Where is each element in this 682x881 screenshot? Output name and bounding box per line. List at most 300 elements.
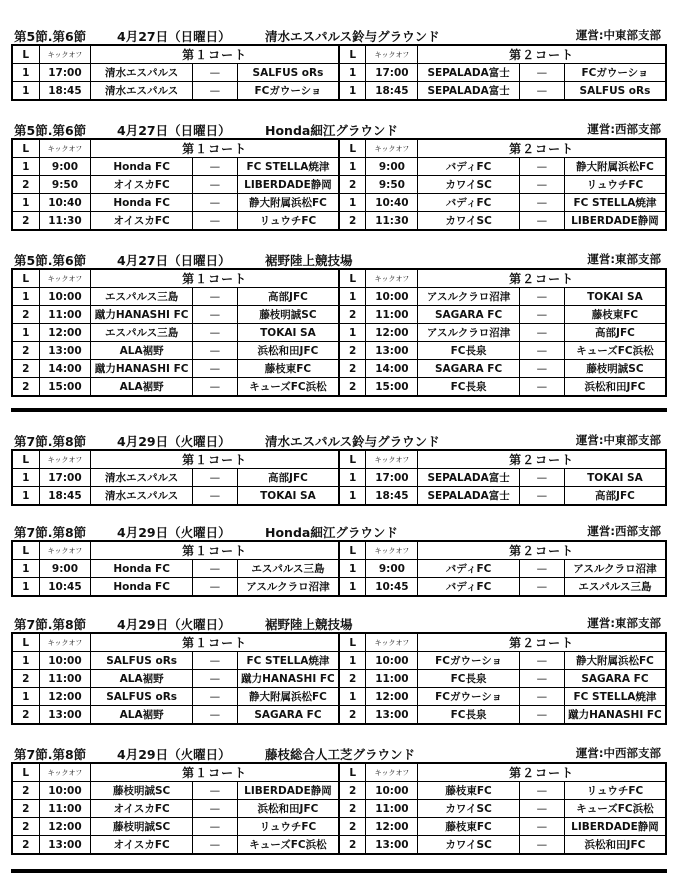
league-cell: 1 (12, 158, 39, 176)
league-cell: 2 (339, 360, 366, 378)
vs-dash: — (192, 560, 237, 578)
vs-dash: — (192, 176, 237, 194)
venue-name: 裾野陸上競技場 (265, 253, 353, 268)
league-cell: 1 (339, 560, 366, 578)
kickoff-header: キックオフ (366, 450, 418, 469)
organizer: 運営:東部支部 (587, 616, 661, 630)
kickoff-time: 12:00 (39, 688, 91, 706)
home-team: カワイSC (418, 800, 519, 818)
match-row (12, 836, 666, 855)
kickoff-time: 9:50 (39, 176, 91, 194)
l-header: L (339, 45, 366, 64)
away-team: LIBERDADE静岡 (237, 782, 338, 800)
organizer: 運営:中東部支部 (575, 433, 661, 447)
vs-dash: — (192, 324, 237, 342)
league-cell: 1 (12, 652, 39, 670)
home-team: カワイSC (418, 176, 519, 194)
home-team: バディFC (418, 560, 519, 578)
match-row (12, 324, 666, 342)
table-header-row (12, 139, 666, 158)
table-header-row (12, 633, 666, 652)
block-header (11, 742, 667, 762)
league-cell: 2 (339, 212, 366, 231)
vs-dash: — (192, 82, 237, 101)
table-header-row (12, 269, 666, 288)
kickoff-time: 10:00 (366, 782, 418, 800)
league-cell: 1 (12, 578, 39, 597)
round-label: 第7節.第8節 (14, 525, 87, 540)
kickoff-time: 12:00 (366, 324, 418, 342)
kickoff-time: 17:00 (39, 64, 91, 82)
home-team: 清水エスパルス (91, 487, 192, 506)
home-team: Honda FC (91, 560, 192, 578)
league-cell: 2 (339, 836, 366, 855)
home-team: 蹴力HANASHI FC (91, 306, 192, 324)
home-team: FCガウーショ (418, 688, 519, 706)
home-team: 藤枝明誠SC (91, 782, 192, 800)
schedule-table (11, 540, 667, 597)
home-team: エスパルス三島 (91, 324, 192, 342)
home-team: ALA裾野 (91, 378, 192, 397)
match-row (12, 782, 666, 800)
kickoff-time: 12:00 (366, 818, 418, 836)
league-cell: 1 (339, 158, 366, 176)
vs-dash: — (519, 670, 564, 688)
home-team: 藤枝東FC (418, 818, 519, 836)
league-cell: 1 (12, 560, 39, 578)
match-row (12, 176, 666, 194)
l-header: L (339, 763, 366, 782)
home-team: FC長泉 (418, 706, 519, 725)
kickoff-header: キックオフ (366, 45, 418, 64)
vs-dash: — (519, 64, 564, 82)
league-cell: 2 (339, 378, 366, 397)
kickoff-time: 10:40 (39, 194, 91, 212)
away-team: TOKAI SA (564, 469, 666, 487)
away-team: FC STELLA焼津 (564, 688, 666, 706)
home-team: Honda FC (91, 194, 192, 212)
kickoff-time: 18:45 (39, 82, 91, 101)
league-cell: 2 (12, 706, 39, 725)
schedule-table (11, 44, 667, 101)
league-cell: 1 (12, 469, 39, 487)
kickoff-time: 17:00 (366, 469, 418, 487)
l-header: L (339, 633, 366, 652)
away-team: SAGARA FC (564, 670, 666, 688)
vs-dash: — (519, 818, 564, 836)
vs-dash: — (519, 288, 564, 306)
section-divider (11, 408, 667, 412)
kickoff-header: キックオフ (39, 139, 91, 158)
away-team: アスルクラロ沼津 (237, 578, 338, 597)
vs-dash: — (192, 158, 237, 176)
court2-header: 第２コート (418, 541, 666, 560)
kickoff-time: 13:00 (366, 836, 418, 855)
organizer: 運営:西部支部 (587, 524, 661, 538)
l-header: L (339, 139, 366, 158)
league-cell: 2 (339, 342, 366, 360)
vs-dash: — (192, 306, 237, 324)
court2-header: 第２コート (418, 139, 666, 158)
away-team: キューズFC浜松 (564, 800, 666, 818)
vs-dash: — (519, 342, 564, 360)
table-header-row (12, 763, 666, 782)
away-team: FCガウーショ (237, 82, 338, 101)
league-cell: 2 (12, 212, 39, 231)
match-row (12, 306, 666, 324)
court1-header: 第１コート (91, 450, 339, 469)
schedule-block (11, 248, 667, 397)
home-team: FC長泉 (418, 342, 519, 360)
vs-dash: — (519, 560, 564, 578)
league-cell: 1 (339, 469, 366, 487)
home-team: ALA裾野 (91, 706, 192, 725)
block-header (11, 612, 667, 632)
away-team: 藤枝明誠SC (564, 360, 666, 378)
kickoff-time: 18:45 (366, 82, 418, 101)
home-team: オイスカFC (91, 836, 192, 855)
away-team: LIBERDADE静岡 (237, 176, 338, 194)
league-cell: 1 (339, 288, 366, 306)
home-team: オイスカFC (91, 176, 192, 194)
vs-dash: — (519, 688, 564, 706)
kickoff-time: 10:45 (39, 578, 91, 597)
vs-dash: — (192, 578, 237, 597)
league-cell: 1 (339, 652, 366, 670)
vs-dash: — (519, 378, 564, 397)
vs-dash: — (192, 64, 237, 82)
kickoff-time: 12:00 (39, 324, 91, 342)
vs-dash: — (519, 782, 564, 800)
kickoff-time: 17:00 (366, 64, 418, 82)
home-team: 清水エスパルス (91, 64, 192, 82)
vs-dash: — (519, 360, 564, 378)
match-row (12, 560, 666, 578)
kickoff-header: キックオフ (39, 763, 91, 782)
match-row (12, 194, 666, 212)
away-team: LIBERDADE静岡 (564, 818, 666, 836)
league-cell: 1 (339, 578, 366, 597)
vs-dash: — (519, 82, 564, 101)
kickoff-time: 14:00 (366, 360, 418, 378)
league-cell: 2 (12, 670, 39, 688)
vs-dash: — (192, 487, 237, 506)
kickoff-time: 14:00 (39, 360, 91, 378)
vs-dash: — (192, 378, 237, 397)
venue-name: 清水エスパルス鈴与グラウンド (265, 434, 440, 449)
match-row (12, 800, 666, 818)
away-team: キューズFC浜松 (237, 836, 338, 855)
schedule-block (11, 612, 667, 725)
league-cell: 2 (12, 800, 39, 818)
court1-header: 第１コート (91, 269, 339, 288)
kickoff-time: 10:45 (366, 578, 418, 597)
league-cell: 2 (12, 836, 39, 855)
court1-header: 第１コート (91, 633, 339, 652)
league-cell: 1 (12, 487, 39, 506)
round-label: 第7節.第8節 (14, 434, 87, 449)
match-row (12, 212, 666, 231)
home-team: カワイSC (418, 212, 519, 231)
home-team: FCガウーショ (418, 652, 519, 670)
home-team: エスパルス三島 (91, 288, 192, 306)
kickoff-time: 9:00 (366, 158, 418, 176)
vs-dash: — (192, 342, 237, 360)
away-team: 高部JFC (564, 487, 666, 506)
home-team: 清水エスパルス (91, 82, 192, 101)
kickoff-time: 18:45 (39, 487, 91, 506)
away-team: リュウチFC (564, 176, 666, 194)
away-team: 浜松和田JFC (564, 836, 666, 855)
home-team: Honda FC (91, 578, 192, 597)
away-team: 藤枝東FC (564, 306, 666, 324)
kickoff-time: 11:00 (39, 800, 91, 818)
kickoff-header: キックオフ (366, 139, 418, 158)
court2-header: 第２コート (418, 763, 666, 782)
match-date: 4月29日（火曜日） (117, 434, 231, 449)
away-team: 高部JFC (237, 288, 338, 306)
away-team: 浜松和田JFC (237, 342, 338, 360)
home-team: SALFUS oRs (91, 688, 192, 706)
match-date: 4月29日（火曜日） (117, 525, 231, 540)
home-team: カワイSC (418, 836, 519, 855)
league-cell: 2 (12, 818, 39, 836)
league-cell: 1 (339, 64, 366, 82)
kickoff-time: 15:00 (39, 378, 91, 397)
vs-dash: — (192, 469, 237, 487)
vs-dash: — (519, 194, 564, 212)
away-team: SAGARA FC (237, 706, 338, 725)
schedule-block (11, 520, 667, 597)
kickoff-time: 10:00 (39, 782, 91, 800)
court1-header: 第１コート (91, 139, 339, 158)
kickoff-time: 11:00 (39, 306, 91, 324)
vs-dash: — (192, 360, 237, 378)
home-team: SEPALADA富士 (418, 469, 519, 487)
kickoff-time: 13:00 (39, 342, 91, 360)
l-header: L (12, 763, 39, 782)
round-label: 第5節.第6節 (14, 253, 87, 268)
kickoff-time: 13:00 (366, 706, 418, 725)
league-cell: 2 (339, 800, 366, 818)
court2-header: 第２コート (418, 269, 666, 288)
away-team: 蹴力HANASHI FC (237, 670, 338, 688)
match-row (12, 578, 666, 597)
home-team: 藤枝明誠SC (91, 818, 192, 836)
vs-dash: — (192, 706, 237, 725)
away-team: SALFUS oRs (237, 64, 338, 82)
schedule-block (11, 742, 667, 855)
league-cell: 2 (339, 306, 366, 324)
league-cell: 2 (339, 670, 366, 688)
court2-header: 第２コート (418, 450, 666, 469)
match-row (12, 818, 666, 836)
vs-dash: — (519, 212, 564, 231)
home-team: バディFC (418, 194, 519, 212)
away-team: キューズFC浜松 (564, 342, 666, 360)
kickoff-time: 11:00 (366, 670, 418, 688)
match-row (12, 158, 666, 176)
vs-dash: — (519, 652, 564, 670)
kickoff-header: キックオフ (39, 541, 91, 560)
schedule-block (11, 118, 667, 231)
league-cell: 1 (12, 288, 39, 306)
kickoff-time: 13:00 (39, 836, 91, 855)
league-cell: 2 (12, 342, 39, 360)
kickoff-header: キックオフ (366, 633, 418, 652)
vs-dash: — (519, 578, 564, 597)
away-team: FC STELLA焼津 (237, 158, 338, 176)
kickoff-header: キックオフ (39, 450, 91, 469)
away-team: 静大附属浜松FC (564, 158, 666, 176)
match-date: 4月27日（日曜日） (117, 123, 231, 138)
home-team: SEPALADA富士 (418, 82, 519, 101)
kickoff-time: 11:30 (366, 212, 418, 231)
away-team: 静大附属浜松FC (237, 194, 338, 212)
kickoff-time: 10:00 (39, 288, 91, 306)
kickoff-time: 11:00 (366, 800, 418, 818)
away-team: リュウチFC (237, 818, 338, 836)
vs-dash: — (192, 836, 237, 855)
match-date: 4月29日（火曜日） (117, 617, 231, 632)
l-header: L (12, 541, 39, 560)
home-team: バディFC (418, 578, 519, 597)
match-row (12, 688, 666, 706)
kickoff-time: 12:00 (39, 818, 91, 836)
round-label: 第5節.第6節 (14, 29, 87, 44)
away-team: 藤枝東FC (237, 360, 338, 378)
kickoff-time: 11:00 (39, 670, 91, 688)
away-team: 蹴力HANASHI FC (564, 706, 666, 725)
l-header: L (12, 45, 39, 64)
section-divider (11, 869, 667, 873)
court2-header: 第２コート (418, 633, 666, 652)
away-team: FC STELLA焼津 (564, 194, 666, 212)
organizer: 運営:中東部支部 (575, 28, 661, 42)
vs-dash: — (192, 212, 237, 231)
home-team: オイスカFC (91, 212, 192, 231)
match-row (12, 342, 666, 360)
vs-dash: — (192, 818, 237, 836)
home-team: SEPALADA富士 (418, 487, 519, 506)
home-team: アスルクラロ沼津 (418, 288, 519, 306)
league-cell: 1 (339, 194, 366, 212)
match-row (12, 288, 666, 306)
away-team: TOKAI SA (237, 324, 338, 342)
vs-dash: — (519, 706, 564, 725)
schedule-table (11, 632, 667, 725)
l-header: L (12, 269, 39, 288)
round-label: 第5節.第6節 (14, 123, 87, 138)
vs-dash: — (192, 288, 237, 306)
table-header-row (12, 450, 666, 469)
schedule-block (11, 24, 667, 101)
away-team: キューズFC浜松 (237, 378, 338, 397)
kickoff-time: 17:00 (39, 469, 91, 487)
home-team: バディFC (418, 158, 519, 176)
home-team: SALFUS oRs (91, 652, 192, 670)
home-team: FC長泉 (418, 670, 519, 688)
home-team: アスルクラロ沼津 (418, 324, 519, 342)
round-label: 第7節.第8節 (14, 747, 87, 762)
block-header (11, 24, 667, 44)
vs-dash: — (519, 487, 564, 506)
court2-header: 第２コート (418, 45, 666, 64)
match-row (12, 82, 666, 101)
kickoff-header: キックオフ (366, 541, 418, 560)
match-row (12, 670, 666, 688)
match-row (12, 706, 666, 725)
league-cell: 1 (12, 64, 39, 82)
league-cell: 2 (339, 782, 366, 800)
league-cell: 2 (339, 818, 366, 836)
vs-dash: — (519, 176, 564, 194)
kickoff-time: 9:00 (366, 560, 418, 578)
vs-dash: — (192, 194, 237, 212)
kickoff-time: 13:00 (39, 706, 91, 725)
away-team: 藤枝明誠SC (237, 306, 338, 324)
l-header: L (339, 450, 366, 469)
court1-header: 第１コート (91, 45, 339, 64)
league-cell: 2 (12, 306, 39, 324)
vs-dash: — (192, 782, 237, 800)
league-cell: 1 (12, 688, 39, 706)
home-team: 蹴力HANASHI FC (91, 360, 192, 378)
away-team: リュウチFC (237, 212, 338, 231)
vs-dash: — (519, 158, 564, 176)
away-team: 静大附属浜松FC (564, 652, 666, 670)
league-cell: 1 (12, 194, 39, 212)
league-cell: 1 (339, 82, 366, 101)
league-cell: 2 (12, 378, 39, 397)
match-row (12, 64, 666, 82)
home-team: FC長泉 (418, 378, 519, 397)
kickoff-time: 11:30 (39, 212, 91, 231)
organizer: 運営:西部支部 (587, 122, 661, 136)
organizer: 運営:東部支部 (587, 252, 661, 266)
kickoff-header: キックオフ (39, 633, 91, 652)
vs-dash: — (519, 469, 564, 487)
venue-name: Honda細江グラウンド (265, 525, 398, 540)
home-team: Honda FC (91, 158, 192, 176)
vs-dash: — (192, 800, 237, 818)
venue-name: 藤枝総合人工芝グラウンド (265, 747, 416, 762)
away-team: 浜松和田JFC (564, 378, 666, 397)
kickoff-time: 10:40 (366, 194, 418, 212)
away-team: 浜松和田JFC (237, 800, 338, 818)
league-cell: 1 (339, 487, 366, 506)
home-team: SAGARA FC (418, 360, 519, 378)
match-date: 4月27日（日曜日） (117, 29, 231, 44)
away-team: エスパルス三島 (564, 578, 666, 597)
away-team: TOKAI SA (564, 288, 666, 306)
schedule-table (11, 762, 667, 855)
vs-dash: — (519, 836, 564, 855)
round-label: 第7節.第8節 (14, 617, 87, 632)
court1-header: 第１コート (91, 541, 339, 560)
schedule-table (11, 268, 667, 397)
home-team: SEPALADA富士 (418, 64, 519, 82)
schedule-table (11, 449, 667, 506)
match-row (12, 360, 666, 378)
match-date: 4月29日（火曜日） (117, 747, 231, 762)
kickoff-time: 13:00 (366, 342, 418, 360)
league-cell: 2 (12, 360, 39, 378)
kickoff-time: 9:00 (39, 158, 91, 176)
league-cell: 1 (339, 688, 366, 706)
away-team: リュウチFC (564, 782, 666, 800)
match-date: 4月27日（日曜日） (117, 253, 231, 268)
